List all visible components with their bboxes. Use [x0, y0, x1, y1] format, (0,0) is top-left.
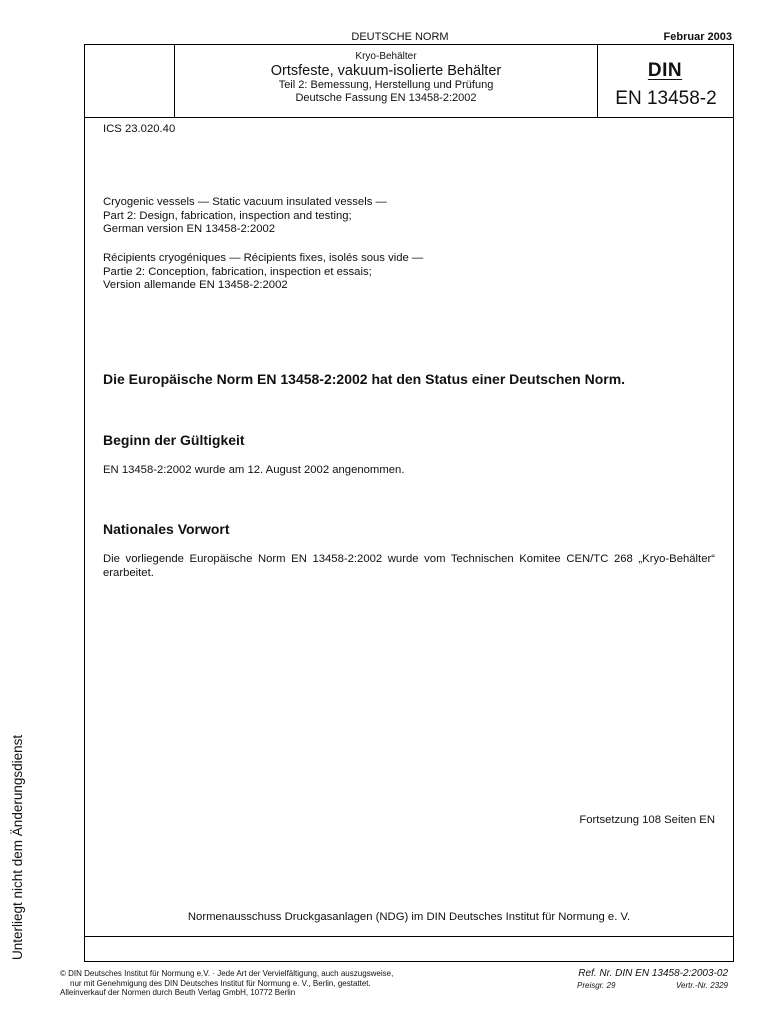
english-title — [103, 196, 387, 237]
title-block — [176, 51, 596, 105]
reference-number: Ref. Nr. DIN EN 13458-2:2003-02 — [578, 968, 728, 979]
validity-text: EN 13458-2:2002 wurde am 12. August 2002 angenommen. — [103, 464, 405, 476]
document-title: Ortsfeste, vakuum-isolierte Behälter — [270, 63, 502, 79]
english-line: Cryogenic vessels — Static vacuum insulated vessels — — [103, 196, 387, 208]
committee-line: Normenausschuss Druckgasanlagen (NDG) im DIN Deutsches Institut für Normung e. V. — [187, 911, 631, 923]
part-title: Teil 2: Bemessung, Herstellung und Prüfung — [278, 79, 494, 91]
sales-number: Vertr.-Nr. 2329 — [675, 981, 728, 990]
english-line: Part 2: Design, fabrication, inspection and testing; — [103, 209, 352, 222]
french-line: Récipients cryogéniques — Récipients fixes, isolés sous vide — — [103, 252, 424, 264]
validity-heading: Beginn der Gültigkeit — [103, 432, 245, 448]
continuation-note: Fortsetzung 108 Seiten EN — [579, 814, 715, 826]
din-logo: DIN — [647, 60, 683, 81]
norm-type-label: DEUTSCHE NORM — [351, 31, 449, 43]
ics-code: ICS 23.020.40 — [103, 123, 176, 135]
english-line: German version EN 13458-2:2002 — [103, 223, 276, 235]
french-line: Partie 2: Conception, fabrication, inspection et essais; — [103, 265, 372, 278]
copyright-line: nur mit Genehmigung des DIN Deutsches Institut für Normung e. V., Berlin, gestattet. — [70, 978, 371, 988]
version-label: Deutsche Fassung EN 13458-2:2002 — [295, 92, 477, 104]
din-number: EN 13458-2 — [615, 88, 717, 109]
copyright-block — [60, 969, 393, 998]
footer-divider — [85, 936, 733, 937]
copyright-line: Alleinverkauf der Normen durch Beuth Verlag GmbH, 10772 Berlin — [60, 988, 296, 997]
subject-label: Kryo-Behälter — [355, 51, 417, 62]
french-line: Version allemande EN 13458-2:2002 — [103, 279, 288, 291]
foreword-heading: Nationales Vorwort — [103, 521, 230, 537]
copyright-line: © DIN Deutsches Institut für Normung e.V. · Jede Art der Vervielfältigung, auch auszugsweise, — [60, 969, 394, 978]
publication-date: Februar 2003 — [663, 31, 732, 43]
divider-left — [174, 45, 175, 117]
side-note: Unterliegt nicht dem Änderungsdienst — [10, 734, 25, 960]
french-title — [103, 252, 423, 293]
status-statement: Die Europäische Norm EN 13458-2:2002 hat den Status einer Deutschen Norm. — [103, 371, 626, 387]
foreword-text: Die vorliegende Europäische Norm EN 13458-2:2002 wurde vom Technischen Komitee CEN/TC 268 „Kryo-Behälter“ erarbeitet. — [103, 553, 715, 579]
price-group: Preisgr. 29 — [577, 981, 616, 990]
